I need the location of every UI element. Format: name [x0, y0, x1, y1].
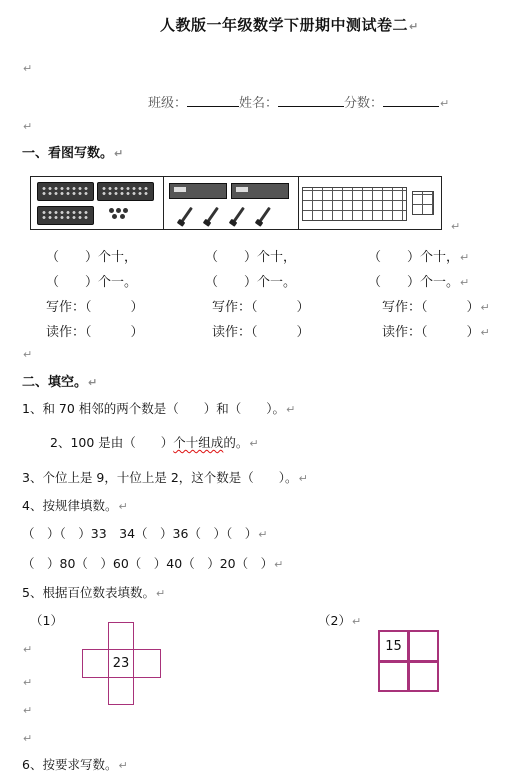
- bead-icon: [123, 208, 128, 213]
- grid2-bottom-right-cell[interactable]: [408, 661, 439, 692]
- question-5-part-1-label: （1）: [30, 613, 63, 628]
- counting-pictures: [30, 176, 442, 230]
- pencil-box-icon: [169, 183, 227, 199]
- unit-cubes-icon: [412, 191, 434, 215]
- bead-icon: [116, 208, 121, 213]
- picture-cell-3: [298, 177, 441, 229]
- paragraph-mark: ↵: [23, 704, 33, 717]
- class-label: 班级：: [148, 96, 188, 111]
- pencil-icon: [258, 207, 271, 223]
- name-blank[interactable]: [278, 94, 344, 107]
- question-2-part-c: 的。: [223, 435, 249, 450]
- grid2-bottom-left-cell[interactable]: [378, 661, 409, 692]
- col3-write[interactable]: 写作：（ ）: [382, 300, 480, 315]
- paragraph-mark: ↵: [23, 732, 33, 745]
- score-label: 分数：: [344, 96, 384, 111]
- grid1-value: 23: [112, 656, 130, 671]
- col2-ones[interactable]: （ ）个一。: [205, 275, 297, 290]
- question-5: 5、根据百位数表填数。: [22, 585, 155, 600]
- question-2-part-a[interactable]: 2、100 是由（ ）: [50, 435, 174, 450]
- bead-icon: [109, 208, 114, 213]
- grid1-center-cell: [108, 649, 134, 678]
- ten-tray-icon: [97, 182, 154, 201]
- name-label: 姓名：: [239, 96, 279, 111]
- paragraph-mark: ↵: [23, 643, 33, 656]
- question-6: 6、按要求写数。: [22, 757, 118, 772]
- bead-icon: [120, 214, 125, 219]
- hundred-cube-block-icon: [302, 187, 407, 221]
- question-2-part-b: 个十组成: [173, 435, 224, 450]
- col1-write[interactable]: 写作：（ ）: [46, 300, 144, 315]
- grid1-top-cell[interactable]: [108, 622, 134, 650]
- col2-read[interactable]: 读作：（ ）: [212, 325, 310, 340]
- question-1[interactable]: 1、和 70 相邻的两个数是（ ）和（ ）。: [22, 401, 286, 416]
- class-blank[interactable]: [187, 94, 239, 107]
- grid2-value: 15: [385, 638, 402, 654]
- score-blank[interactable]: [383, 94, 439, 107]
- paragraph-mark: ↵: [23, 62, 33, 75]
- info-line: 班级： 姓名： 分数： ↵: [148, 96, 450, 111]
- col3-read[interactable]: 读作：（ ）: [382, 325, 480, 340]
- section-2-heading: 二、填空。: [22, 375, 88, 390]
- paragraph-mark: ↵: [451, 220, 461, 233]
- col3-ones[interactable]: （ ）个一。: [368, 275, 460, 290]
- col3-tens[interactable]: （ ）个十，: [368, 250, 460, 265]
- col1-tens[interactable]: （ ）个十，: [46, 250, 138, 265]
- grid1-bottom-cell[interactable]: [108, 677, 134, 705]
- pencil-box-icon: [231, 183, 289, 199]
- pencil-icon: [232, 207, 245, 223]
- ten-tray-icon: [37, 182, 94, 201]
- document-title: 人教版一年级数学下册期中测试卷二: [160, 16, 409, 34]
- ten-tray-icon: [37, 206, 94, 225]
- question-3[interactable]: 3、个位上是 9，十位上是 2，这个数是（ ）。: [22, 470, 298, 485]
- col1-read[interactable]: 读作：（ ）: [46, 325, 144, 340]
- question-4-row-1[interactable]: （ ）（ ）33 34（ ）36（ ）（ ）: [22, 526, 258, 541]
- grid1-right-cell[interactable]: [133, 649, 161, 678]
- question-4: 4、按规律填数。: [22, 498, 118, 513]
- grid2-top-right-cell[interactable]: [408, 630, 439, 662]
- grid1-left-cell[interactable]: [82, 649, 109, 678]
- paragraph-mark: ↵: [23, 676, 33, 689]
- pencil-icon: [180, 207, 193, 223]
- col1-ones[interactable]: （ ）个一。: [46, 275, 138, 290]
- section-1-heading: 一、看图写数。: [22, 146, 114, 161]
- question-5-part-2-label: （2）: [318, 613, 351, 628]
- question-4-row-2[interactable]: （ ）80（ ）60（ ）40（ ）20（ ）: [22, 556, 274, 571]
- paragraph-mark: ↵: [23, 348, 33, 361]
- pencil-icon: [206, 207, 219, 223]
- picture-cell-2: [163, 177, 299, 229]
- grid2-top-left-cell: [378, 630, 409, 662]
- paragraph-mark: ↵: [23, 120, 33, 133]
- col2-tens[interactable]: （ ）个十，: [205, 250, 297, 265]
- bead-icon: [112, 214, 117, 219]
- col2-write[interactable]: 写作：（ ）: [212, 300, 310, 315]
- picture-cell-1: [31, 177, 164, 229]
